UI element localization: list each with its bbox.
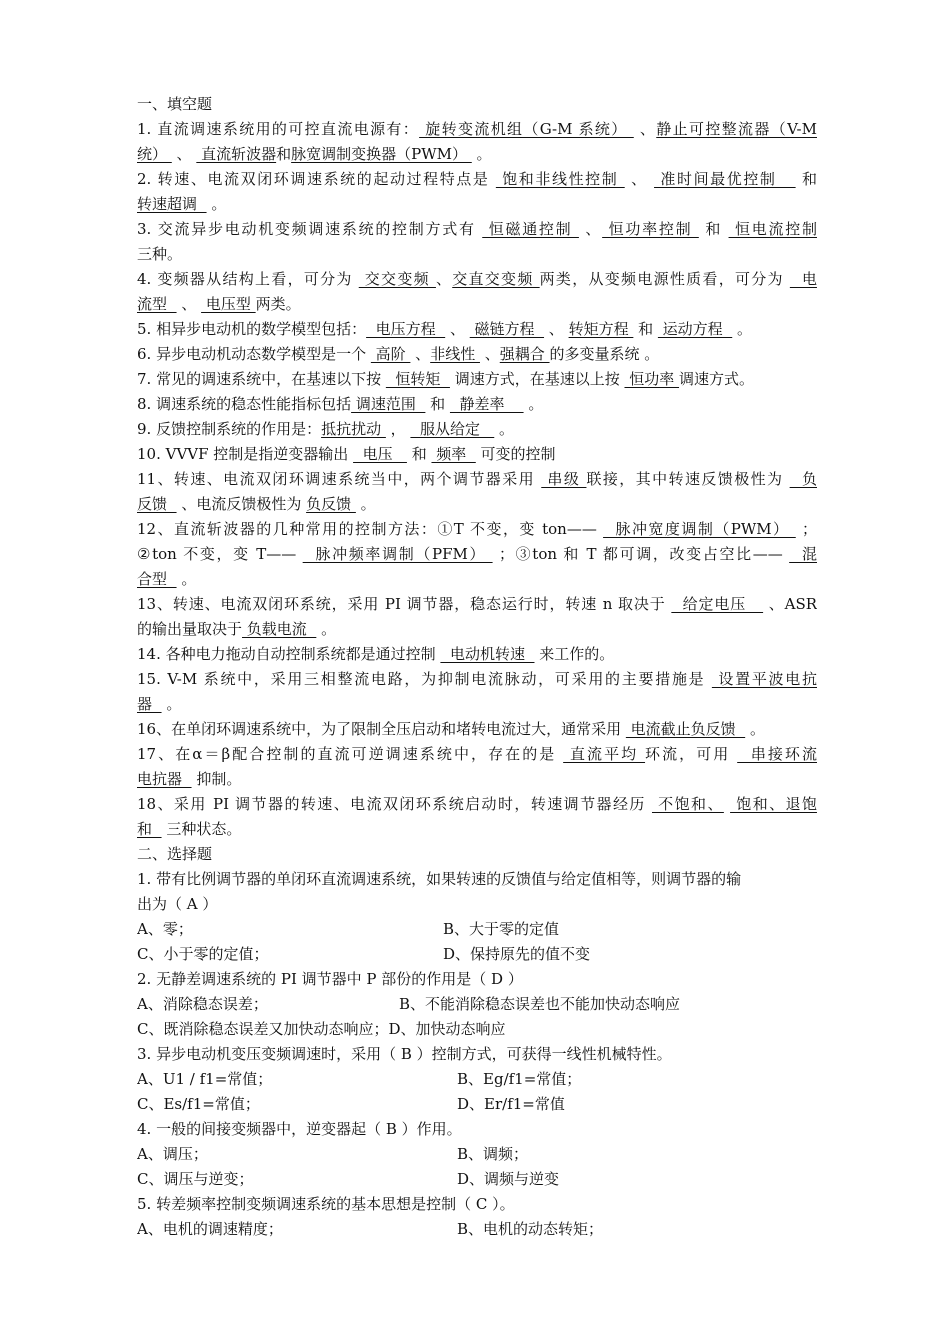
- question-4-line-2: 流型 、 电压型 两类。: [137, 295, 301, 313]
- option-a: A、消除稳态误差；: [137, 995, 268, 1013]
- choice-options-row: [137, 942, 817, 966]
- answer-blank: 恒功率控制: [602, 220, 699, 238]
- answer-blank: 恒磁通控制: [482, 220, 579, 238]
- answer-blank: 直流斩波器: [196, 145, 277, 163]
- section-title-multiple-choice: 二、选择题: [137, 845, 213, 863]
- answer-blank: 混: [789, 545, 817, 563]
- answer-blank: 直流平均: [563, 745, 646, 763]
- question-15-line-2: 器 。: [137, 695, 182, 713]
- answer-blank: 流型: [137, 295, 177, 313]
- answer-blank: 脉宽调制变换器（PWM）: [291, 145, 472, 163]
- answer-blank: 交交变频: [358, 270, 436, 288]
- option-a: A、零；: [137, 920, 193, 938]
- answer-blank: 调速范围: [351, 395, 426, 413]
- answer-blank: 饱和、退饱: [730, 795, 817, 813]
- answer-blank: 串接环流: [737, 745, 817, 763]
- question-17-line-2: 电抗器 抑制。: [137, 770, 242, 788]
- choice-options-row: [137, 992, 817, 1016]
- question-3-line-1: 3. 交流异步电动机变频调速系统的控制方式有 恒磁通控制 、 恒功率控制 和 恒电流控制: [137, 220, 817, 238]
- question-13-line-1: 13、转速、电流双闭环系统，采用 PI 调节器，稳态运行时，转速 n 取决于 给定电压 、ASR: [137, 595, 817, 613]
- answer-blank: 强耦合: [499, 345, 550, 363]
- answer-blank: 高阶: [370, 345, 411, 363]
- answer-blank: 恒功率: [624, 370, 680, 388]
- answer-blank: 静止可控整流器（V-M: [656, 120, 817, 138]
- option-c-d: C、既消除稳态误差又加快动态响应；D、加快动态响应: [137, 1020, 506, 1038]
- option-d: D、调频与逆变: [457, 1170, 560, 1188]
- option-b: B、不能消除稳态误差也不能加快动态响应: [399, 995, 681, 1013]
- question-6: 6. 异步电动机动态数学模型是一个 高阶 、非线性 、强耦合 的多变量系统 。: [137, 345, 660, 363]
- question-9: 9. 反馈控制系统的作用是：抵抗扰动 ， 服从给定 。: [137, 420, 515, 438]
- option-b: B、大于零的定值: [443, 920, 560, 938]
- answer-blank: 准时间最优控制: [654, 170, 796, 188]
- choice-options-row: [137, 1142, 817, 1166]
- answer-blank: 频率: [431, 445, 476, 463]
- answer-blank: 电动机转速: [440, 645, 535, 663]
- question-4-line-1: 4. 变频器从结构上看，可分为 交交变频 、交直交变频 两类，从变频电源性质看，可分为 电: [137, 270, 817, 288]
- answer-blank: 转速超调: [137, 195, 207, 213]
- question-16: 16、在单闭环调速系统中，为了限制全压启动和堵转电流过大，通常采用 电流截止负反馈 。: [137, 720, 765, 738]
- option-c: C、Es/f1=常值；: [137, 1095, 260, 1113]
- question-12-line-3: 合型 。: [137, 570, 197, 588]
- option-c: C、小于零的定值；: [137, 945, 269, 963]
- question-10: 10. VVVF 控制是指逆变器输出 电压 和 频率 可变的控制: [137, 445, 556, 463]
- choice-question-1-line-2: 出为（ A ）: [137, 895, 218, 913]
- question-2-line-2: 转速超调 。: [137, 195, 227, 213]
- choice-options-row: [137, 1167, 817, 1191]
- answer-blank: 给定电压: [671, 595, 764, 613]
- question-5: 5. 相异步电动机的数学模型包括： 电压方程 、 磁链方程 、 转矩方程 和 运动方程 。: [137, 320, 752, 338]
- answer-blank: 设置平波电抗: [711, 670, 817, 688]
- question-13-line-2: 的输出量取决于 负载电流 。: [137, 620, 337, 638]
- answer-blank: 不饱和、: [651, 795, 724, 813]
- question-12-line-1: 12、直流斩波器的几种常用的控制方法：①T 不变，变 ton—— 脉冲宽度调制（PWM） ；: [137, 520, 817, 538]
- answer-blank: 负载电流: [242, 620, 317, 638]
- question-18-line-1: 18、采用 PI 调节器的转速、电流双闭环系统启动时，转速调节器经历 不饱和、 饱和、退饱: [137, 795, 817, 813]
- option-d: D、Er/f1=常值: [457, 1095, 565, 1113]
- choice-question-1-line-1: 1. 带有比例调节器的单闭环直流调速系统，如果转速的反馈值与给定值相等，则调节器的输: [137, 870, 742, 888]
- answer-blank: 负反馈: [306, 495, 356, 513]
- option-a: A、电机的调速精度；: [137, 1220, 283, 1238]
- answer-blank: 负: [789, 470, 817, 488]
- choice-options-row: [137, 1092, 817, 1116]
- option-a: A、U1 / f1=常值；: [137, 1070, 273, 1088]
- question-18-line-2: 和 三种状态。: [137, 820, 242, 838]
- answer-blank: 非线性: [430, 345, 480, 363]
- option-a: A、调压；: [137, 1145, 208, 1163]
- answer-blank: 脉冲宽度调制（PWM）: [603, 520, 796, 538]
- option-d: D、保持原先的值不变: [443, 945, 591, 963]
- answer-blank: 饱和非线性控制: [495, 170, 625, 188]
- answer-blank: 统）: [137, 145, 172, 163]
- option-b: B、电机的动态转矩；: [457, 1220, 604, 1238]
- answer-blank: 恒转矩: [385, 370, 450, 388]
- answer-blank: 合型: [137, 570, 177, 588]
- answer-blank: 脉冲频率调制（PFM）: [302, 545, 493, 563]
- question-17-line-1: 17、在α＝β配合控制的直流可逆调速系统中，存在的是 直流平均 环流，可用 串接环流: [137, 745, 817, 763]
- choice-question-3: 3. 异步电动机变压变频调速时，采用（ B ）控制方式，可获得一线性机械特性。: [137, 1045, 672, 1063]
- option-c: C、调压与逆变；: [137, 1170, 254, 1188]
- answer-blank: 电压型: [201, 295, 256, 313]
- answer-blank: 器: [137, 695, 162, 713]
- answer-blank: 串级: [541, 470, 587, 488]
- answer-blank: 电抗器: [137, 770, 192, 788]
- choice-options-row: [137, 917, 817, 941]
- question-1-line-2: 统） 、 直流斩波器和脉宽调制变换器（PWM） 。: [137, 145, 492, 163]
- question-2-line-1: 2. 转速、电流双闭环调速系统的起动过程特点是 饱和非线性控制 、 准时间最优控制 和: [137, 170, 817, 188]
- answer-blank: 电流截止负反馈: [625, 720, 746, 738]
- choice-question-4: 4. 一般的间接变频器中，逆变器起（ B ）作用。: [137, 1120, 462, 1138]
- answer-blank: 电压: [353, 445, 407, 463]
- question-14: 14. 各种电力拖动自动控制系统都是通过控制 电动机转速 来工作的。: [137, 645, 615, 663]
- choice-options-row: [137, 1017, 817, 1041]
- question-1-line-1: 1. 直流调速系统用的可控直流电源有： 旋转变流机组（G-M 系统） 、静止可控整流器（V-M: [137, 120, 817, 138]
- question-7: 7. 常见的调速系统中，在基速以下按 恒转矩 调速方式，在基速以上按 恒功率 调速方式。: [137, 370, 755, 388]
- question-3-line-2: 三种。: [137, 245, 183, 263]
- answer-blank: 服从给定: [410, 420, 495, 438]
- answer-blank: 转矩方程: [568, 320, 634, 338]
- section-title-fill-in: 一、填空题: [137, 95, 213, 113]
- answer-blank: 电: [789, 270, 817, 288]
- choice-options-row: [137, 1217, 817, 1241]
- answer-blank: 恒电流控制: [728, 220, 817, 238]
- option-b: B、Eg/f1=常值；: [457, 1070, 582, 1088]
- answer-blank: 抵抗扰动: [321, 420, 386, 438]
- choice-question-2: 2. 无静差调速系统的 PI 调节器中 P 部份的作用是（ D ）: [137, 970, 523, 988]
- question-11-line-1: 11、转速、电流双闭环调速系统当中，两个调节器采用 串级 联接，其中转速反馈极性为 负: [137, 470, 817, 488]
- choice-question-5: 5. 转差频率控制变频调速系统的基本思想是控制（ C ）。: [137, 1195, 515, 1213]
- answer-blank: 磁链方程: [469, 320, 545, 338]
- answer-blank: 运动方程: [657, 320, 733, 338]
- question-15-line-1: 15. V-M 系统中，采用三相整流电路，为抑制电流脉动，可采用的主要措施是 设置平波电抗: [137, 670, 817, 688]
- question-12-line-2: ②ton 不变，变 T—— 脉冲频率调制（PFM） ；③ton 和 T 都可调，改变占空比—— 混: [137, 545, 817, 563]
- question-8: 8. 调速系统的稳态性能指标包括 调速范围 和 静差率 。: [137, 395, 544, 413]
- choice-options-row: [137, 1067, 817, 1091]
- option-b: B、调频；: [457, 1145, 529, 1163]
- answer-blank: 电压方程: [366, 320, 446, 338]
- answer-blank: 旋转变流机组（G-M 系统）: [419, 120, 634, 138]
- answer-blank: 反馈: [137, 495, 177, 513]
- question-11-line-2: 反馈 、电流反馈极性为 负反馈 。: [137, 495, 376, 513]
- answer-blank: 和: [137, 820, 162, 838]
- answer-blank: 静差率: [449, 395, 524, 413]
- answer-blank: 交直交变频: [452, 270, 540, 288]
